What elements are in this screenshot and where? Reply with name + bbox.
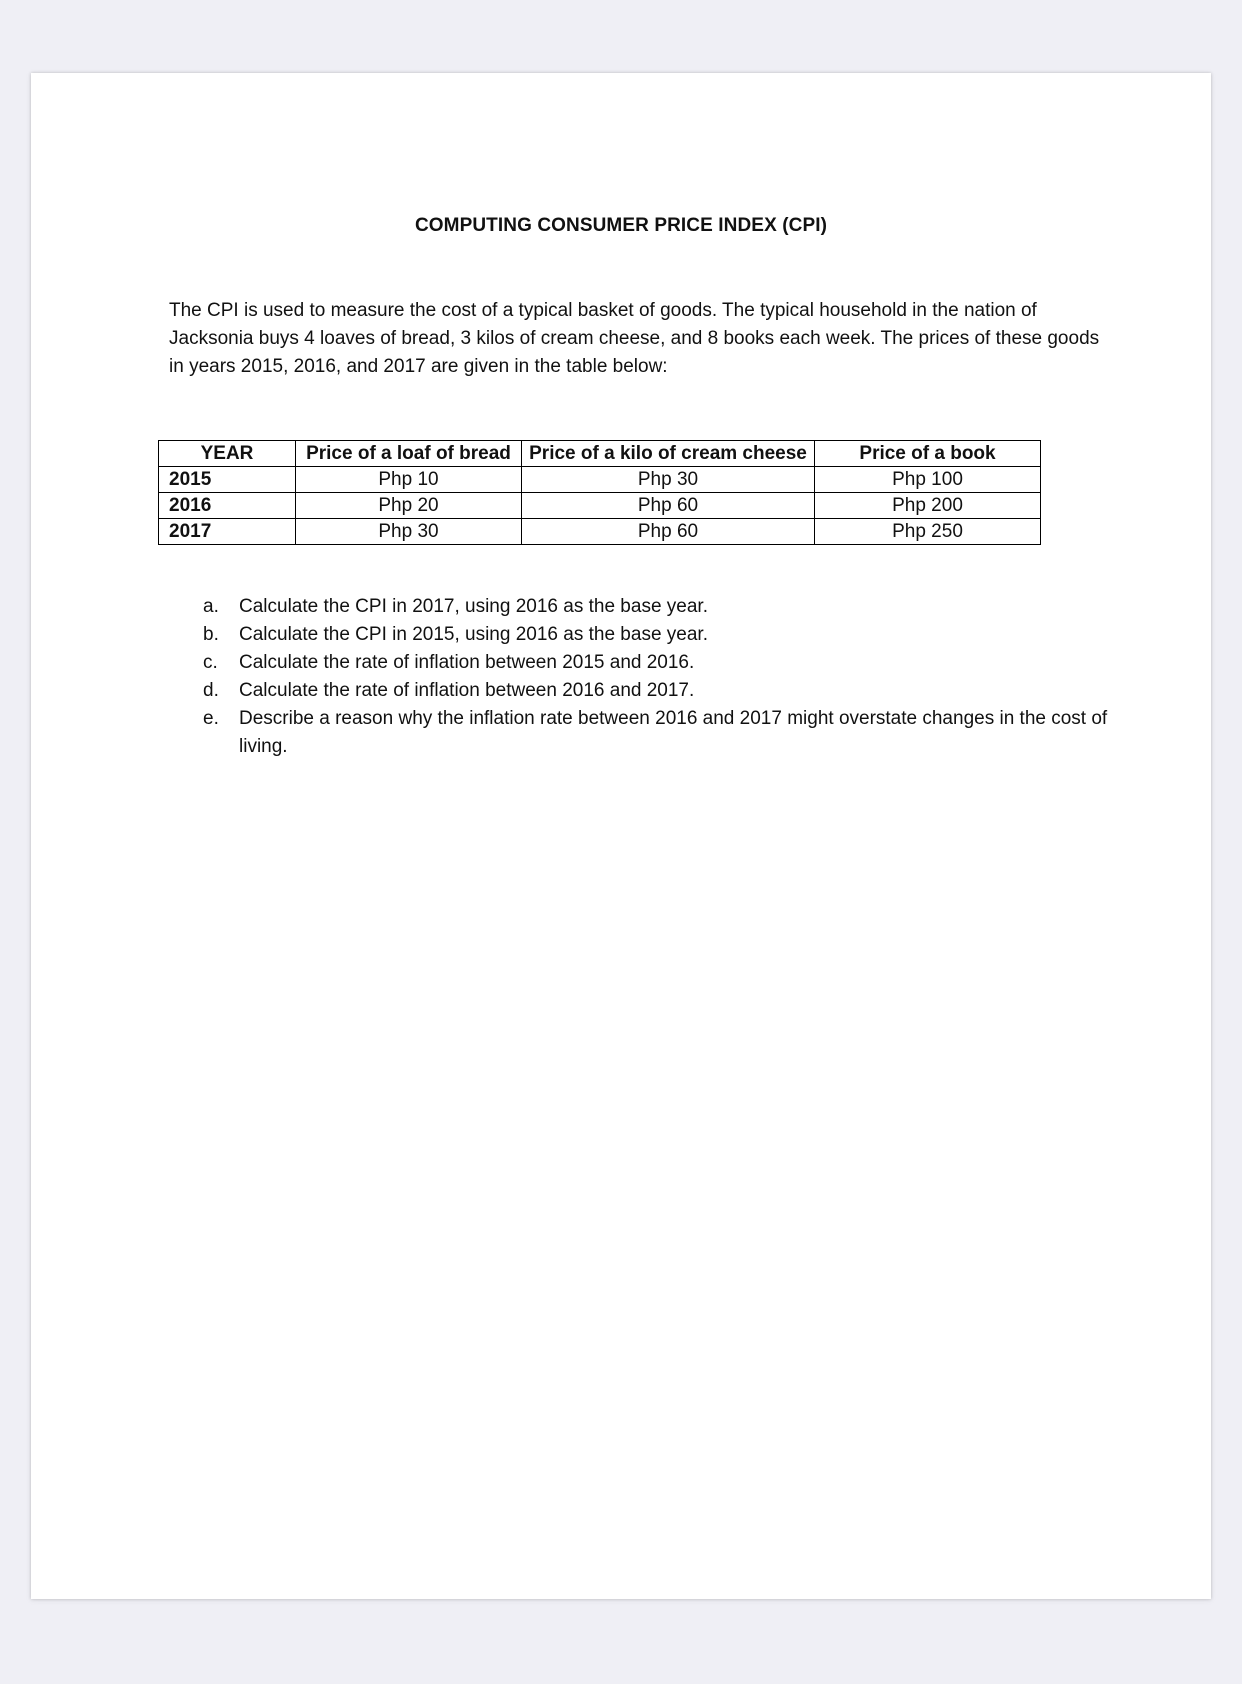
question-list (31, 593, 1109, 761)
question-marker: c. (203, 652, 218, 673)
table-header-row (159, 441, 1041, 467)
intro-paragraph (169, 297, 1104, 381)
table-row (159, 467, 1041, 493)
list-item (31, 677, 1109, 705)
document-page (31, 73, 1211, 1599)
cell-bread-price: Php 30 (296, 519, 522, 545)
cell-cream-cheese-price: Php 60 (522, 493, 815, 519)
list-item (31, 649, 1109, 677)
header-book: Price of a book (815, 441, 1041, 467)
cell-book-price: Php 250 (815, 519, 1041, 545)
list-item (31, 705, 1109, 761)
header-year: YEAR (159, 441, 296, 467)
document-title: COMPUTING CONSUMER PRICE INDEX (CPI) (414, 215, 828, 236)
question-marker: e. (203, 708, 219, 729)
table-row (159, 493, 1041, 519)
question-marker: d. (203, 680, 219, 701)
cell-year: 2016 (159, 493, 296, 519)
price-table (158, 440, 1041, 545)
cell-bread-price: Php 20 (296, 493, 522, 519)
cell-cream-cheese-price: Php 60 (522, 519, 815, 545)
question-text: Describe a reason why the inflation rate between 2016 and 2017 might overstate changes in the cost of living. (239, 708, 1108, 757)
intro-text: The CPI is used to measure the cost of a typical basket of goods. The typical household in the nation of Jacksonia buys 4 loaves of bread, 3 kilos of cream cheese, and 8 books each week. The prices of these goods in years 2015, 2016, and 2017 are given in the table below: (169, 300, 1100, 377)
question-marker: b. (203, 624, 219, 645)
cell-book-price: Php 200 (815, 493, 1041, 519)
cell-year: 2017 (159, 519, 296, 545)
question-text: Calculate the rate of inflation between 2015 and 2016. (239, 652, 695, 673)
table-row (159, 519, 1041, 545)
list-item (31, 621, 1109, 649)
cell-cream-cheese-price: Php 30 (522, 467, 815, 493)
question-text: Calculate the CPI in 2015, using 2016 as the base year. (239, 624, 708, 645)
list-item (31, 593, 1109, 621)
header-bread: Price of a loaf of bread (296, 441, 522, 467)
question-marker: a. (203, 596, 219, 617)
cell-book-price: Php 100 (815, 467, 1041, 493)
header-cream-cheese: Price of a kilo of cream cheese (522, 441, 815, 467)
cell-bread-price: Php 10 (296, 467, 522, 493)
cell-year: 2015 (159, 467, 296, 493)
question-text: Calculate the CPI in 2017, using 2016 as the base year. (239, 596, 708, 617)
question-text: Calculate the rate of inflation between 2016 and 2017. (239, 680, 695, 701)
